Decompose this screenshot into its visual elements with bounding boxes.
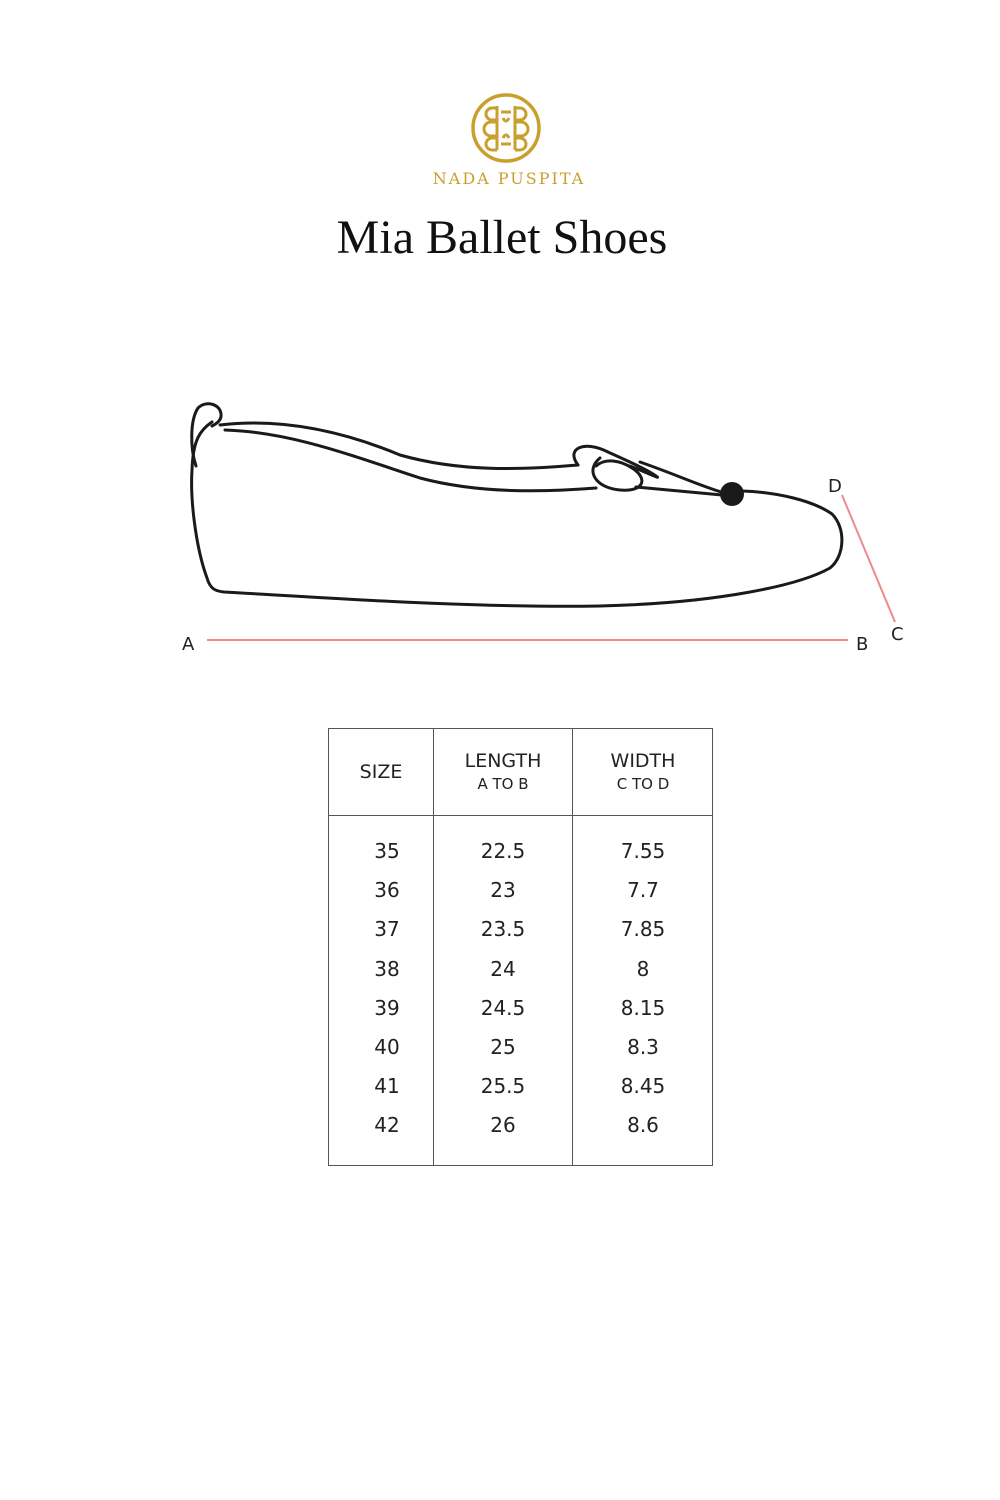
size-cell: 41 (374, 1074, 400, 1099)
size-chart-table (328, 728, 713, 1166)
bead-ornament (720, 482, 744, 506)
point-label-c: C (891, 624, 904, 645)
size-cell: 38 (374, 956, 400, 981)
size-cell: 40 (374, 1034, 400, 1059)
page-title: Mia Ballet Shoes (336, 211, 668, 264)
length-cell: 24 (490, 956, 516, 981)
point-label-d: D (828, 476, 842, 497)
width-cell: 8.6 (627, 1113, 659, 1138)
size-header-label: SIZE (359, 761, 403, 783)
size-cell: 37 (374, 917, 400, 942)
ballet-shoe-icon (192, 404, 842, 607)
width-line (842, 495, 895, 622)
point-label-b: B (856, 634, 869, 655)
width-cell: 7.55 (620, 839, 666, 863)
width-header-sublabel: C TO D (616, 775, 670, 793)
length-header-sublabel: A TO B (477, 775, 529, 793)
length-header (434, 750, 572, 793)
size-cell: 39 (374, 995, 400, 1020)
monogram-logo-icon (470, 92, 542, 164)
width-header-label: WIDTH (610, 750, 676, 772)
size-header (329, 761, 433, 783)
length-cell: 26 (490, 1113, 516, 1138)
size-cell: 42 (374, 1113, 400, 1138)
width-cell: 8.3 (627, 1034, 659, 1059)
width-cell: 8.45 (620, 1074, 666, 1099)
brand-name: NADA PUSPITA (432, 169, 586, 188)
width-header (573, 750, 713, 793)
size-cell: 35 (374, 839, 400, 863)
width-cell: 8 (636, 956, 650, 981)
size-cell: 36 (374, 878, 400, 903)
length-cell: 25 (490, 1034, 516, 1059)
length-cell: 25.5 (480, 1074, 526, 1099)
length-header-label: LENGTH (464, 750, 542, 772)
width-cell: 8.15 (620, 995, 666, 1020)
shoe-measurement-diagram (0, 380, 1000, 680)
width-column (573, 729, 713, 1165)
length-column (434, 729, 572, 1165)
length-cell: 23 (490, 878, 516, 903)
width-cell: 7.85 (620, 917, 666, 942)
width-cell: 7.7 (627, 878, 659, 903)
length-cell: 24.5 (480, 995, 526, 1020)
point-label-a: A (182, 634, 195, 655)
length-cell: 23.5 (480, 917, 526, 942)
size-column (329, 729, 433, 1165)
length-cell: 22.5 (480, 839, 526, 863)
